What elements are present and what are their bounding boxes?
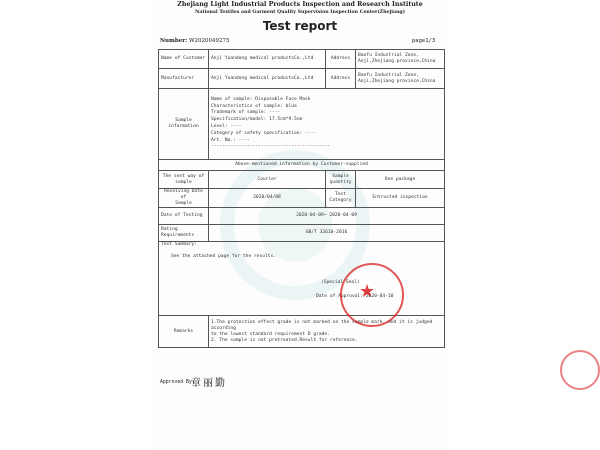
- sample-line: Trademark of sample: ----: [211, 110, 281, 116]
- remarks-line2: to the lowest standard requirement D grade.: [211, 331, 330, 337]
- receiving-date-value: 2020/04/08: [209, 189, 326, 208]
- receiving-label-line1: Receiving Date of: [164, 189, 203, 200]
- remarks-line3: 2. The sample is not pretreated.Result for reference.: [211, 337, 358, 343]
- table-row: [159, 171, 445, 189]
- sent-way-value: Courier: [209, 171, 326, 189]
- manufacturer-address: [356, 69, 445, 89]
- approval-date: Date of Approval: 2020-04-10: [316, 294, 394, 299]
- approver-signature: 章丽勤: [191, 378, 227, 389]
- summary-label: Test Summary:: [161, 242, 197, 247]
- testing-date-value: 2020-04-09~ 2020-04-09: [209, 208, 445, 225]
- table-row: [159, 50, 445, 69]
- manufacturer-value: Anji Yuandong medical productsCo.,Ltd: [209, 69, 326, 89]
- quantity-value: One package: [356, 171, 445, 189]
- rating-value: GB/T 32610-2016: [209, 225, 445, 242]
- manufacturer-address-label: Address: [326, 69, 356, 89]
- page-number: page1/3: [412, 38, 436, 44]
- rating-label: Rating Requirements: [159, 225, 209, 242]
- center-name: National Textiles and Garment Quality Supervision Inspection Center(Zhejiang): [195, 10, 405, 15]
- number-label: Number:: [160, 38, 188, 44]
- sent-way-label: [159, 171, 209, 189]
- table-row: [159, 208, 445, 225]
- customer-label: Name of Customer: [159, 50, 209, 69]
- remarks-text: [209, 316, 445, 348]
- manufacturer-address-line1: Baofu Industrial Zone,: [358, 72, 419, 78]
- table-row: [159, 69, 445, 89]
- sample-line: -------------------------------------------: [211, 144, 330, 150]
- edge-seal: [560, 350, 600, 390]
- sent-label-line1: The sent way of: [162, 173, 205, 179]
- institute-name: Zhejiang Light Industrial Products Inspection and Research Institute: [177, 1, 423, 8]
- table-row: [159, 189, 445, 208]
- table-row: [159, 225, 445, 242]
- supplied-note: Above-mentioned information by Customer-supplied: [159, 160, 445, 171]
- sample-info-details: [209, 89, 445, 160]
- customer-value: Anji Yuandong medical productsCo.,Ltd: [209, 50, 326, 69]
- customer-address-line1: Baofu Industrial Zone,: [358, 53, 419, 58]
- remarks-line1: 1.The protection effect grade is not marked on the sample mark, and it is judged according: [211, 319, 433, 331]
- sample-line: Characteristics of sample: blue: [211, 103, 297, 109]
- manufacturer-address-line2: Anji,Zhejiang province,China: [358, 78, 436, 84]
- sample-line: Category of safety specification: ----: [211, 130, 317, 136]
- testing-date-label: Date of Testing: [159, 208, 209, 225]
- sample-label-line1: Sample: [175, 118, 192, 123]
- sent-label-line2: sample: [175, 179, 192, 185]
- receiving-date-label: [159, 189, 209, 208]
- manufacturer-label: Manufacturer: [159, 69, 209, 89]
- sample-label-line2: information: [168, 124, 199, 129]
- seal-star-icon: ★: [359, 281, 376, 302]
- report-number: [160, 38, 230, 44]
- table-row: [159, 89, 445, 160]
- customer-address: [356, 50, 445, 69]
- report-title: Test report: [262, 19, 338, 33]
- sample-info-label: [159, 89, 209, 160]
- sample-line: Name of sample: Disposable Face Mask: [211, 96, 311, 102]
- test-category-label: Test Category: [326, 189, 356, 208]
- number-value: W2020049275: [188, 38, 230, 44]
- sample-line: Specification/model: 17.5cm*9.5cm: [211, 117, 303, 123]
- sample-line: Art. No.: ----: [211, 137, 250, 143]
- summary-text: See the attached page for the results.: [171, 254, 277, 259]
- customer-address-line2: Anji,Zhejiang province,China: [358, 59, 436, 64]
- approved-by-label: Approved By:: [160, 380, 195, 385]
- table-row: [159, 160, 445, 171]
- receiving-label-line2: Sample: [175, 201, 192, 206]
- seal-label: (Special Seal): [321, 280, 360, 285]
- quantity-label: Sample quantity: [326, 171, 356, 189]
- customer-address-label: Address: [326, 50, 356, 69]
- sample-line: Level: ----: [211, 124, 242, 129]
- test-category-value: Entrusted inspection: [356, 189, 445, 208]
- table-row: [159, 316, 445, 348]
- remarks-label: Remarks: [159, 316, 209, 348]
